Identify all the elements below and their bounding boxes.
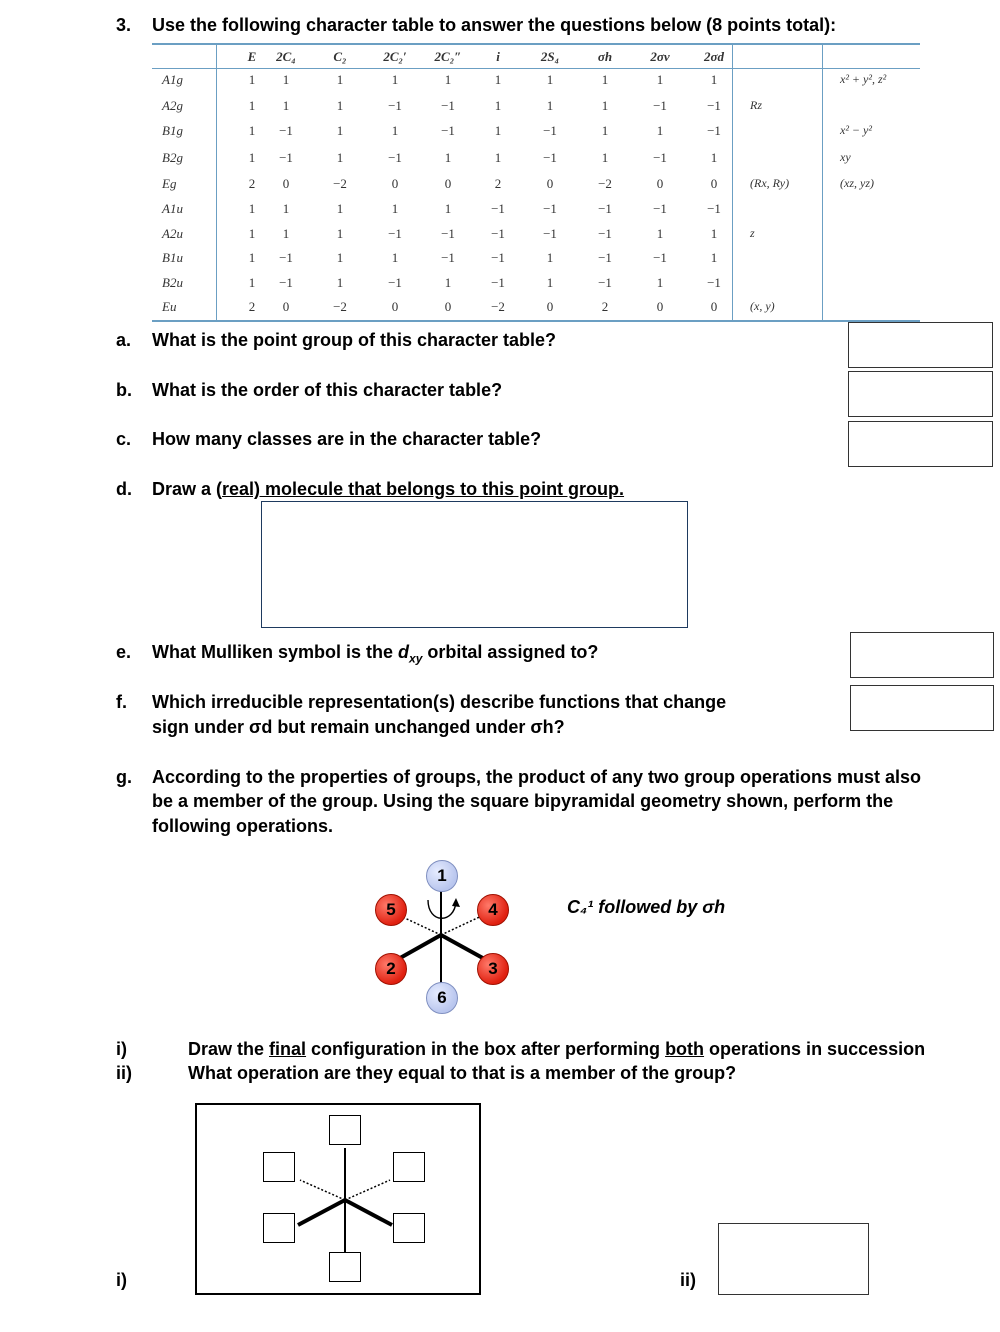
part-e-text (152, 640, 598, 671)
subq-ii-text: What operation are they equal to that is a member of the group? (188, 1063, 737, 1083)
table-cell: 0 (391, 176, 399, 191)
table-cell: 1 (391, 72, 399, 87)
part-e-text-post: orbital assigned to? (422, 642, 599, 662)
table-cell: −1 (279, 123, 293, 138)
atom-2: 2 (375, 953, 407, 985)
part-a-letter: a. (116, 330, 132, 350)
table-cell: −2 (333, 176, 347, 191)
subq-i-label: i) (116, 1039, 127, 1059)
table-cell: 1 (546, 275, 554, 290)
part-d-text (152, 477, 624, 501)
table-cell: −1 (491, 201, 505, 216)
table-cell: −2 (491, 299, 505, 314)
table-cell: 1 (336, 72, 344, 87)
table-row-label: B1u (162, 250, 183, 265)
table-cell: 1 (391, 123, 399, 138)
part-c-text: How many classes are in the character table? (152, 429, 542, 449)
table-cell: 1 (444, 275, 452, 290)
table-cell: 1 (601, 72, 609, 87)
table-cell: −1 (388, 98, 402, 113)
table-cell: 1 (248, 275, 256, 290)
orbital-subscript: xy (409, 651, 423, 666)
table-cell: −1 (707, 123, 721, 138)
table-cell: 1 (444, 150, 452, 165)
table-cell: 0 (546, 176, 554, 191)
table-cell: −1 (543, 201, 557, 216)
table-cell: 0 (656, 299, 664, 314)
atom-4: 4 (477, 894, 509, 926)
table-header-cell: E (247, 49, 257, 64)
subq-ii-label: ii) (116, 1063, 132, 1083)
part-b-text: What is the order of this character table? (152, 380, 503, 400)
table-cell: 1 (710, 72, 718, 87)
table-cell: 1 (282, 226, 290, 241)
table-cell: −1 (279, 275, 293, 290)
table-cell: −2 (333, 299, 347, 314)
part-g-line1: According to the properties of groups, the product of any two group operations must also (152, 767, 922, 787)
part-f-letter: f. (116, 692, 127, 712)
table-cell: 1 (494, 123, 502, 138)
slot-bottom[interactable] (329, 1252, 361, 1282)
table-cell: 1 (656, 275, 664, 290)
table-cell: 1 (336, 250, 344, 265)
subq-i-post: operations in succession (704, 1039, 926, 1059)
table-cell: 2 (494, 176, 502, 191)
table-cell: −1 (491, 250, 505, 265)
table-row-label: A2g (162, 98, 183, 113)
table-row-label: Eg (162, 176, 177, 191)
table-cell: 1 (546, 250, 554, 265)
table-cell: −2 (598, 176, 612, 191)
table-cell: 0 (444, 176, 452, 191)
table-header-cell: 2S₄ (540, 49, 560, 64)
table-cell: 1 (282, 201, 290, 216)
atom-3: 3 (477, 953, 509, 985)
table-cell: 1 (248, 250, 256, 265)
table-cell: −1 (491, 226, 505, 241)
table-cell: 0 (546, 299, 554, 314)
table-cell: 1 (336, 226, 344, 241)
subq-i-text (188, 1037, 925, 1061)
table-function-quadratic: xy (840, 150, 851, 164)
slot-top[interactable] (329, 1115, 361, 1145)
part-d-letter: d. (116, 479, 132, 499)
table-function-linear: (x, y) (750, 299, 775, 313)
table-function-quadratic: (xz, yz) (840, 176, 874, 190)
table-cell: 1 (656, 123, 664, 138)
table-row-label: B2u (162, 275, 183, 290)
table-cell: 1 (444, 72, 452, 87)
part-c-letter: c. (116, 429, 132, 449)
table-cell: 1 (601, 98, 609, 113)
table-header-rule (152, 68, 920, 69)
operation-label: C₄¹ followed by σh (567, 897, 726, 917)
table-cell: 0 (710, 176, 718, 191)
table-cell: −1 (598, 275, 612, 290)
table-cell: 1 (391, 250, 399, 265)
table-cell: −1 (653, 98, 667, 113)
table-cell: 1 (336, 275, 344, 290)
table-cell: −1 (543, 150, 557, 165)
atom-6: 6 (426, 982, 458, 1014)
answer-box-a[interactable] (848, 322, 993, 368)
part-a-text: What is the point group of this character table? (152, 330, 557, 350)
table-cell: 1 (710, 250, 718, 265)
table-cell: 1 (248, 98, 256, 113)
table-cell: 1 (248, 150, 256, 165)
table-function-linear: (Rx, Ry) (750, 176, 790, 190)
subq-i-both: both (665, 1039, 705, 1059)
table-cell: −1 (441, 123, 455, 138)
table-cell: 1 (601, 123, 609, 138)
answer-box-e[interactable] (850, 632, 994, 678)
table-cell: 0 (282, 299, 290, 314)
table-row-label: A2u (162, 226, 183, 241)
table-row-label: B2g (162, 150, 183, 165)
part-g-line2: be a member of the group. Using the square bipyramidal geometry shown, perform the (152, 791, 894, 811)
table-cell: 1 (248, 72, 256, 87)
part-f-line2: sign under σd but remain unchanged under σh? (152, 717, 565, 737)
part-d-text-pre: Draw a ( (152, 479, 223, 499)
table-row-label: B1g (162, 123, 183, 138)
table-cell: 1 (336, 150, 344, 165)
table-function-linear: Rz (750, 98, 762, 112)
table-cell: −1 (388, 150, 402, 165)
table-function-quadratic: x² − y² (840, 123, 872, 137)
table-cell: −1 (543, 226, 557, 241)
question-text: Use the following character table to answer the questions below (8 points total): (152, 15, 837, 35)
answer-box-ii[interactable] (718, 1223, 869, 1295)
table-cell: −1 (388, 275, 402, 290)
answer-box-f[interactable] (850, 685, 994, 731)
table-cell: −1 (707, 201, 721, 216)
table-cell: −1 (707, 98, 721, 113)
table-row-label: A1g (162, 72, 183, 87)
table-row-label: A1u (162, 201, 183, 216)
part-d-text-underlined: real) molecule that belongs to this point group. (222, 479, 625, 499)
table-cell: −1 (707, 275, 721, 290)
table-cell: 1 (336, 98, 344, 113)
table-cell: 2 (248, 176, 256, 191)
table-cell: 1 (656, 72, 664, 87)
table-cell: 1 (710, 150, 718, 165)
table-cell: −1 (653, 150, 667, 165)
table-cell: 1 (282, 72, 290, 87)
table-cell: −1 (491, 275, 505, 290)
table-cell: 1 (494, 72, 502, 87)
table-cell: 1 (546, 72, 554, 87)
table-cell: 1 (546, 98, 554, 113)
slot-back-left[interactable] (263, 1152, 295, 1182)
drawing-box-d[interactable] (261, 501, 688, 628)
table-header-cell: 2C₂″ (434, 49, 462, 64)
subq-i-mid: configuration in the box after performing (306, 1039, 666, 1059)
subq-i-pre: Draw the (188, 1039, 270, 1059)
table-cell: 1 (336, 123, 344, 138)
table-header-cell: 2C₂′ (383, 49, 407, 64)
table-cell: 1 (248, 123, 256, 138)
table-cell: −1 (598, 250, 612, 265)
table-cell: 1 (601, 150, 609, 165)
atom-1: 1 (426, 860, 458, 892)
table-cell: −1 (598, 201, 612, 216)
table-cell: 1 (656, 226, 664, 241)
table-header-cell: 2σd (703, 49, 724, 64)
table-cell: 1 (336, 201, 344, 216)
table-cell: 1 (710, 226, 718, 241)
answer-box-b[interactable] (848, 371, 993, 417)
slot-back-right[interactable] (393, 1152, 425, 1182)
table-cell: −1 (441, 98, 455, 113)
table-vline-left (216, 45, 217, 320)
part-g-line3: following operations. (152, 816, 333, 836)
table-header-cell: 2σv (650, 49, 670, 64)
table-cell: 1 (248, 201, 256, 216)
table-cell: 0 (444, 299, 452, 314)
subq-i-final: final (269, 1039, 307, 1059)
table-cell: −1 (279, 150, 293, 165)
bottom-ii-label: ii) (680, 1270, 696, 1290)
table-vline-f2 (822, 45, 823, 320)
table-cell: 2 (248, 299, 256, 314)
table-cell: 0 (391, 299, 399, 314)
table-cell: −1 (279, 250, 293, 265)
slot-front-right[interactable] (393, 1213, 425, 1243)
table-cell: −1 (543, 123, 557, 138)
table-cell: −1 (653, 201, 667, 216)
table-cell: 2 (601, 299, 609, 314)
table-function-linear: z (750, 226, 755, 240)
answer-box-c[interactable] (848, 421, 993, 467)
table-header-cell: 2C₄ (276, 49, 296, 64)
table-row-label: Eu (162, 299, 177, 314)
table-function-quadratic: x² + y², z² (840, 72, 887, 86)
table-cell: −1 (598, 226, 612, 241)
table-cell: 1 (391, 201, 399, 216)
table-cell: 1 (444, 201, 452, 216)
table-cell: 1 (494, 150, 502, 165)
table-cell: −1 (653, 250, 667, 265)
table-top-rule (152, 43, 920, 45)
table-cell: −1 (441, 226, 455, 241)
table-cell: 0 (282, 176, 290, 191)
part-b-letter: b. (116, 380, 132, 400)
atom-5: 5 (375, 894, 407, 926)
table-cell: 1 (282, 98, 290, 113)
table-cell: 1 (248, 226, 256, 241)
table-cell: −1 (441, 250, 455, 265)
part-e-letter: e. (116, 642, 132, 662)
table-header-cell: C₂ (333, 49, 347, 64)
table-cell: −1 (388, 226, 402, 241)
table-cell: 1 (494, 98, 502, 113)
bottom-i-label: i) (116, 1270, 127, 1290)
part-g-letter: g. (116, 767, 132, 787)
part-f-line1: Which irreducible representation(s) describe functions that change (152, 692, 727, 712)
table-cell: 0 (710, 299, 718, 314)
slot-front-left[interactable] (263, 1213, 295, 1243)
table-bottom-rule (152, 320, 920, 322)
orbital-symbol: d (398, 642, 410, 662)
table-header-cell: σh (597, 49, 613, 64)
part-e-text-pre: What Mulliken symbol is the (152, 642, 399, 662)
table-header-cell: i (496, 49, 500, 64)
question-number: 3. (116, 15, 132, 35)
table-cell: 0 (656, 176, 664, 191)
